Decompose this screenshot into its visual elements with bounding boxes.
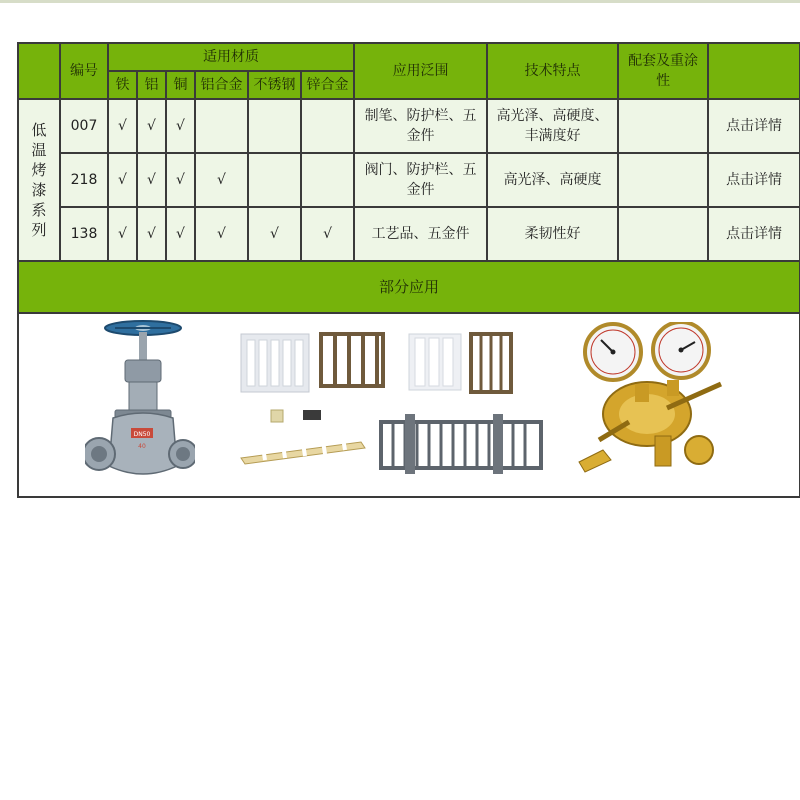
application-text: 制笔、防护栏、五金件	[354, 99, 487, 153]
series-char: 列	[31, 221, 47, 239]
material-check	[195, 99, 248, 153]
table-row	[18, 207, 800, 261]
application-text: 阀门、防护栏、五金件	[354, 153, 487, 207]
recoat-text	[618, 207, 708, 261]
product-code: 007	[60, 99, 108, 153]
material-check: √	[108, 207, 137, 261]
material-check: √	[166, 99, 195, 153]
header-material-iron: 铁	[108, 71, 137, 99]
material-check: √	[248, 207, 301, 261]
section-header-row	[18, 261, 800, 313]
application-images	[19, 314, 799, 496]
header-material-copper: 铜	[166, 71, 195, 99]
material-check	[301, 99, 354, 153]
table-row	[18, 99, 800, 153]
product-table-wrapper	[17, 42, 800, 498]
series-char: 系	[31, 201, 47, 219]
header-features: 技术特点	[487, 43, 618, 99]
header-series-blank	[18, 43, 60, 99]
product-code: 218	[60, 153, 108, 207]
material-check	[248, 99, 301, 153]
features-text: 高光泽、高硬度、丰满度好	[487, 99, 618, 153]
material-check	[248, 153, 301, 207]
material-check: √	[108, 99, 137, 153]
material-check: √	[195, 153, 248, 207]
material-check: √	[195, 207, 248, 261]
pressure-regulator-icon	[571, 322, 741, 492]
header-materials-group: 适用材质	[108, 43, 354, 71]
header-extra	[708, 43, 800, 99]
detail-link[interactable]: 点击详情	[708, 99, 800, 153]
material-check: √	[137, 99, 166, 153]
header-application: 应用泛围	[354, 43, 487, 99]
detail-link[interactable]: 点击详情	[708, 207, 800, 261]
material-check: √	[301, 207, 354, 261]
top-divider	[0, 0, 800, 3]
header-material-aluminum-alloy: 铝合金	[195, 71, 248, 99]
detail-link[interactable]: 点击详情	[708, 153, 800, 207]
recoat-text	[618, 153, 708, 207]
material-check: √	[137, 153, 166, 207]
application-images-row	[18, 313, 800, 497]
header-material-aluminum: 铝	[137, 71, 166, 99]
material-check: √	[108, 153, 137, 207]
application-text: 工艺品、五金件	[354, 207, 487, 261]
gate-valve-icon	[85, 316, 195, 494]
svg-text:40: 40	[138, 443, 146, 450]
features-text: 高光泽、高硬度	[487, 153, 618, 207]
header-material-stainless-steel: 不锈钢	[248, 71, 301, 99]
svg-text:DN50: DN50	[133, 431, 151, 438]
section-title: 部分应用	[18, 261, 800, 313]
material-check	[301, 153, 354, 207]
material-check: √	[166, 153, 195, 207]
table-row	[18, 153, 800, 207]
material-check: √	[166, 207, 195, 261]
series-char: 低	[31, 121, 47, 139]
series-char: 温	[31, 141, 47, 159]
material-check: √	[137, 207, 166, 261]
guardrail-fence-icon	[231, 330, 551, 500]
header-material-zinc-alloy: 锌合金	[301, 71, 354, 99]
header-recoat: 配套及重涂性	[618, 43, 708, 99]
features-text: 柔韧性好	[487, 207, 618, 261]
product-code: 138	[60, 207, 108, 261]
series-char: 漆	[31, 181, 47, 199]
recoat-text	[618, 99, 708, 153]
series-label	[18, 99, 60, 261]
low-temp-baking-paint-table	[17, 42, 800, 498]
series-char: 烤	[31, 161, 47, 179]
header-code: 编号	[60, 43, 108, 99]
